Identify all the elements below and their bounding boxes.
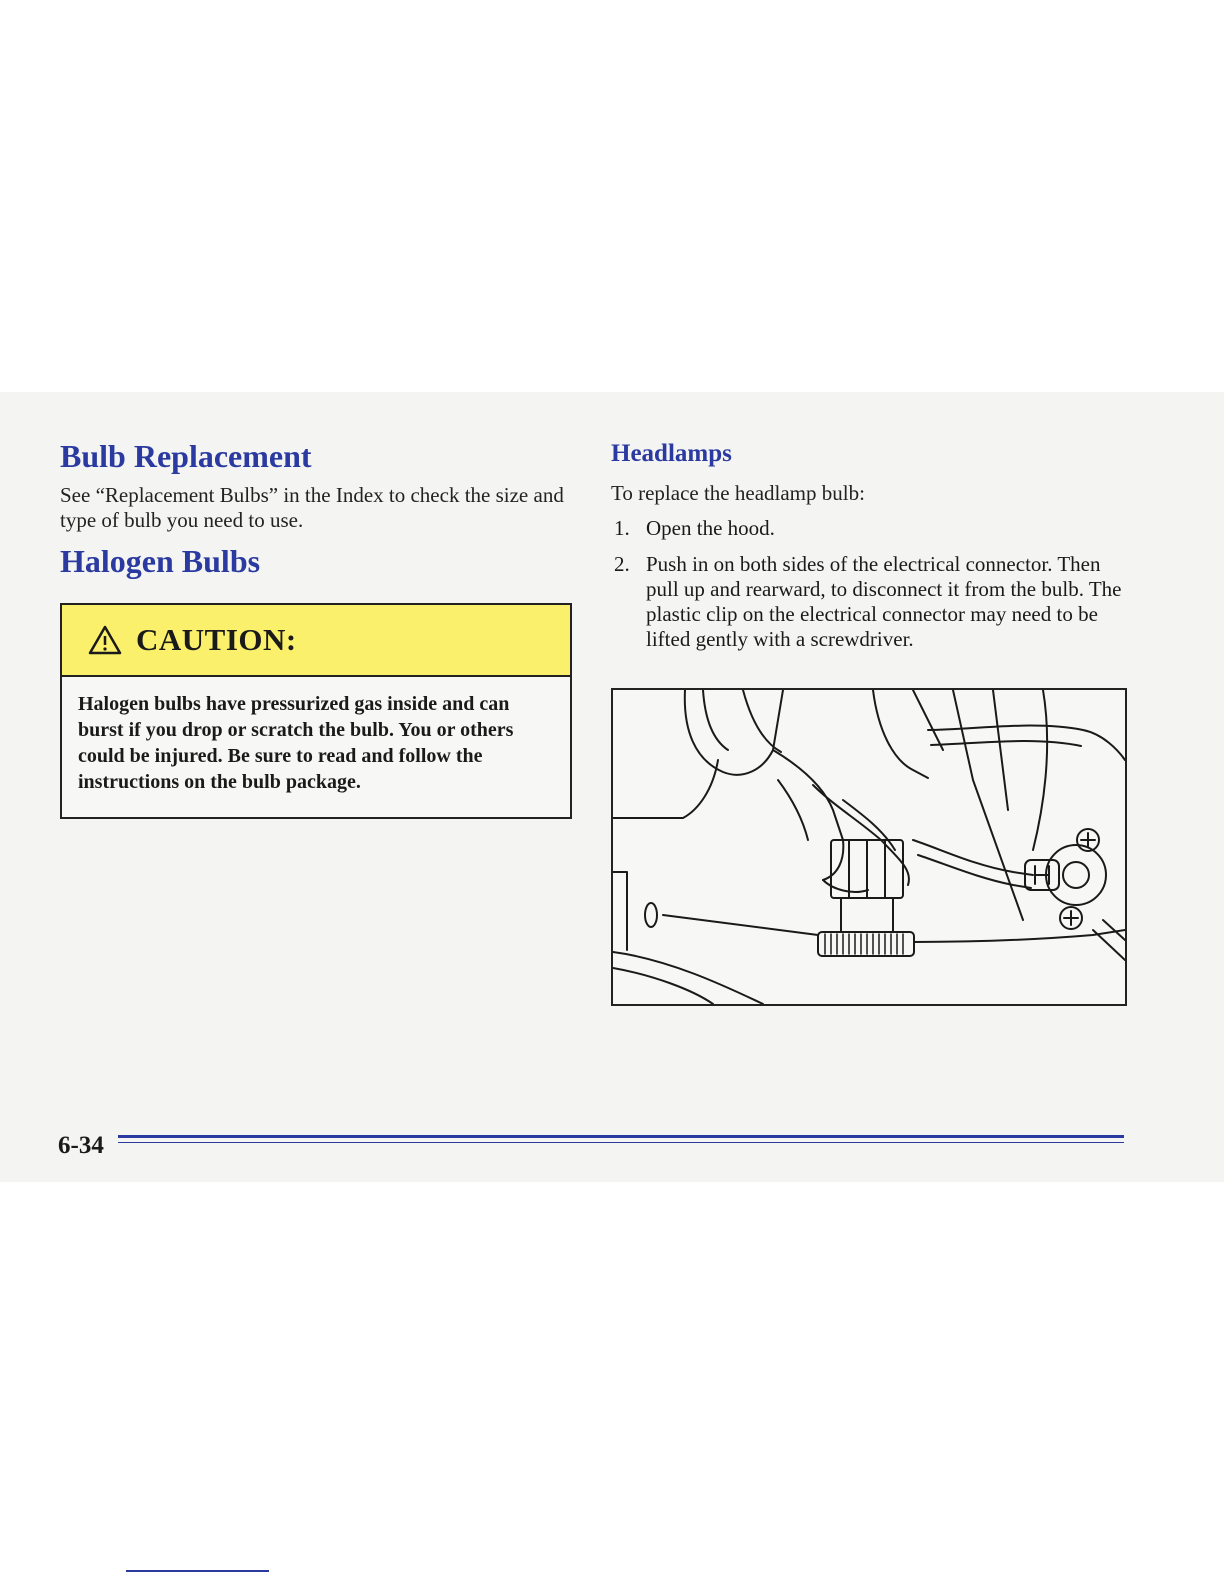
list-item — [614, 516, 1134, 541]
caution-title: CAUTION: — [136, 622, 297, 657]
page-number: 6-34 — [58, 1132, 104, 1159]
bottom-rule-fragment — [126, 1570, 269, 1572]
caution-body: Halogen bulbs have pressurized gas inside and can burst if you drop or scratch the bulb. You or others could be injured. Be sure to read and follow the instructions on the bulb package. — [78, 693, 514, 793]
headlamps-heading: Headlamps — [611, 440, 732, 467]
bulb-replacement-heading: Bulb Replacement — [60, 438, 312, 474]
warning-triangle-icon — [88, 625, 122, 655]
headlamp-connector-illustration — [611, 688, 1127, 1006]
footer-rule-thin — [118, 1142, 1124, 1143]
footer-rule — [118, 1135, 1124, 1138]
step-number: 2. — [614, 552, 630, 576]
caution-header — [62, 605, 570, 677]
halogen-bulbs-heading: Halogen Bulbs — [60, 543, 261, 579]
caution-box — [60, 603, 572, 819]
headlamp-illustration-drawing — [613, 690, 1125, 1004]
step-text: Open the hood. — [646, 516, 775, 540]
headlamps-intro: To replace the headlamp bulb: — [611, 481, 865, 505]
step-text: Push in on both sides of the electrical connector. Then pull up and rearward, to disconnect it from the bulb. The plastic clip on the electrical connector may need to be lifted gently with a screwdriver. — [646, 552, 1122, 651]
step-number: 1. — [614, 516, 630, 540]
list-item — [614, 552, 1134, 652]
bulb-replacement-text: See “Replacement Bulbs” in the Index to check the size and type of bulb you need to use. — [60, 483, 564, 532]
